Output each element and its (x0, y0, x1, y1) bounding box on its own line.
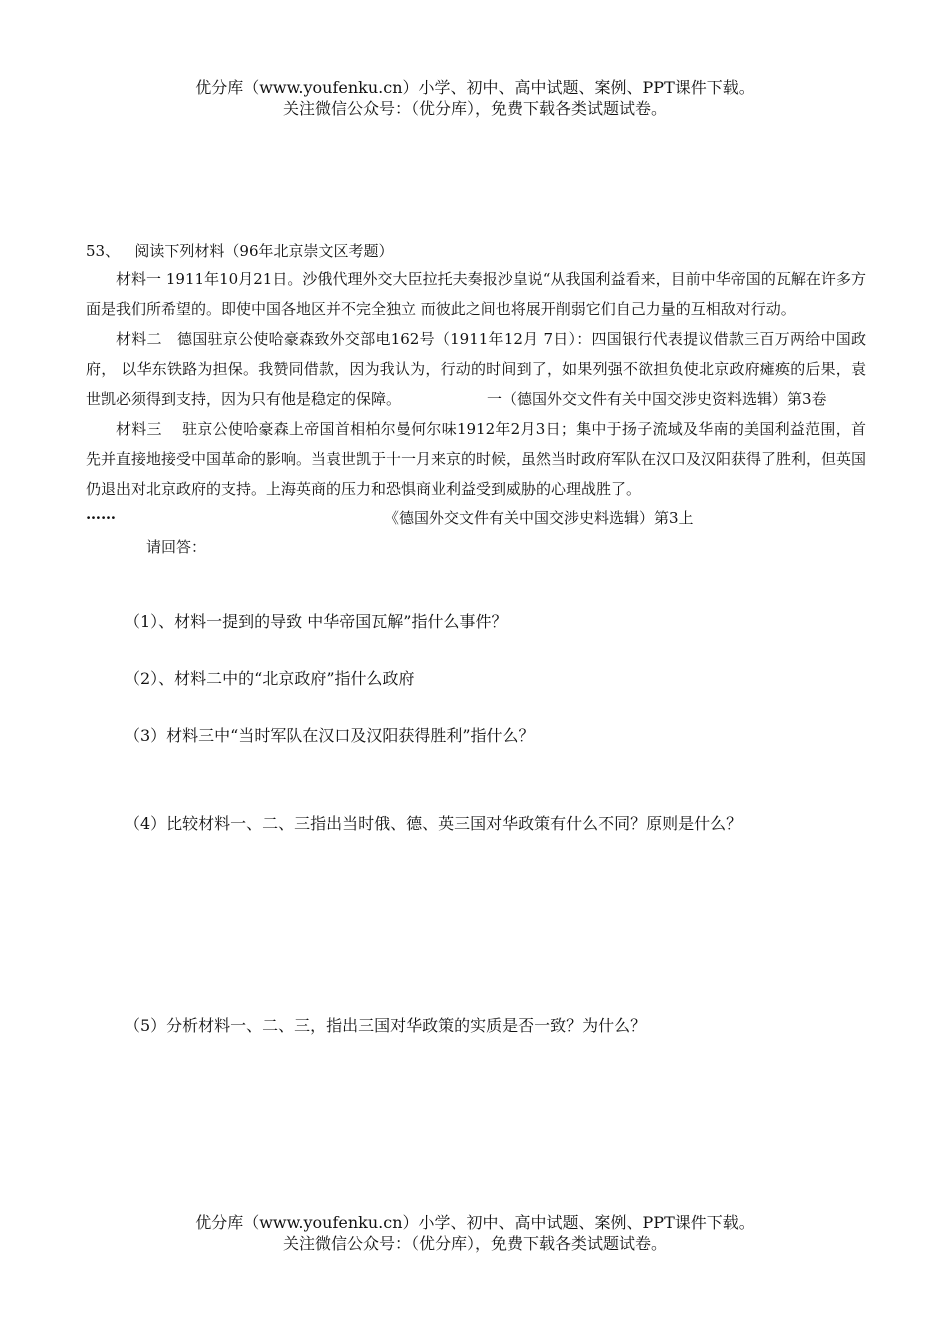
material-3-label: 材料三 (116, 420, 162, 438)
question-block (86, 238, 866, 562)
material-3-source: 《德国外交文件有关中国交涉史料选辑）第3上 (384, 509, 694, 527)
material-1-text: 1911年10月21日。沙俄代理外交大臣拉托夫奏报沙皇说“从我国利益看来，目前中华帝国的瓦解在许多方面是我们所希望的。即使中国各地区并不完全独立 而彼此之间也将展开削弱它们自己力量的互相敌对行动。 (86, 270, 866, 318)
sub-question-3: （3）材料三中“当时军队在汉口及汉阳获得胜利”指什么？ (124, 726, 535, 745)
footer-line-2: 关注微信公众号：（优分库），免费下载各类试题试卷。 (282, 1234, 667, 1253)
question-heading (86, 238, 866, 264)
material-1 (86, 264, 866, 324)
sub-question-2: （2）、材料二中的“北京政府”指什么政府 (124, 669, 415, 688)
material-2-text: 德国驻京公使哈豪森致外交部电162号（1911年12月 7日）：四国银行代表提议借款三百万两给中国政府， 以华东铁路为担保。我赞同借款，因为我认为，行动的时间到了，如果列强不欲担负使北京政府瘫痪的后果，袁世凯必须得到支持，因为只有他是稳定的保障。 (86, 330, 866, 408)
question-title: 阅读下列材料（96年北京崇文区考题） (134, 242, 394, 260)
answer-prompt: 请回答： (146, 538, 207, 556)
sub-question-4: （4）比较材料一、二、三指出当时俄、德、英三国对华政策有什么不同？原则是什么？ (124, 814, 743, 833)
material-3 (86, 414, 866, 504)
material-2 (86, 324, 866, 414)
ellipsis: …… (86, 505, 116, 523)
footer-line-1: 优分库（www.youfenku.cn）小学、初中、高中试题、案例、PPT课件下载。 (195, 1213, 755, 1232)
material-3-source-line (86, 504, 866, 532)
material-3-text: 驻京公使哈豪森上帝国首相柏尔曼何尔味1912年2月3日；集中于扬子流域及华南的美国利益范围，首先并直接地接受中国革命的影响。当袁世凯于十一月来京的时候，虽然当时政府军队在汉口及汉阳获得了胜利，但英国仍退出对北京政府的支持。上海英商的压力和恐惧商业利益受到威胁的心理战胜了。 (86, 420, 867, 498)
question-number: 53、 (86, 242, 121, 260)
sub-question-5: （5）分析材料一、二、三，指出三国对华政策的实质是否一致？为什么？ (124, 1016, 647, 1035)
material-1-label: 材料一 (116, 270, 162, 288)
page-header (0, 77, 950, 119)
header-line-1: 优分库（www.youfenku.cn）小学、初中、高中试题、案例、PPT课件下载。 (195, 78, 755, 97)
material-2-label: 材料二 (116, 330, 162, 348)
sub-question-1: （1）、材料一提到的导致 中华帝国瓦解”指什么事件？ (124, 612, 508, 631)
material-2-source: 一（德国外交文件有关中国交涉史资料选辑）第3卷 (487, 390, 827, 408)
page-footer (0, 1212, 950, 1254)
header-line-2: 关注微信公众号：（优分库），免费下载各类试题试卷。 (282, 99, 667, 118)
